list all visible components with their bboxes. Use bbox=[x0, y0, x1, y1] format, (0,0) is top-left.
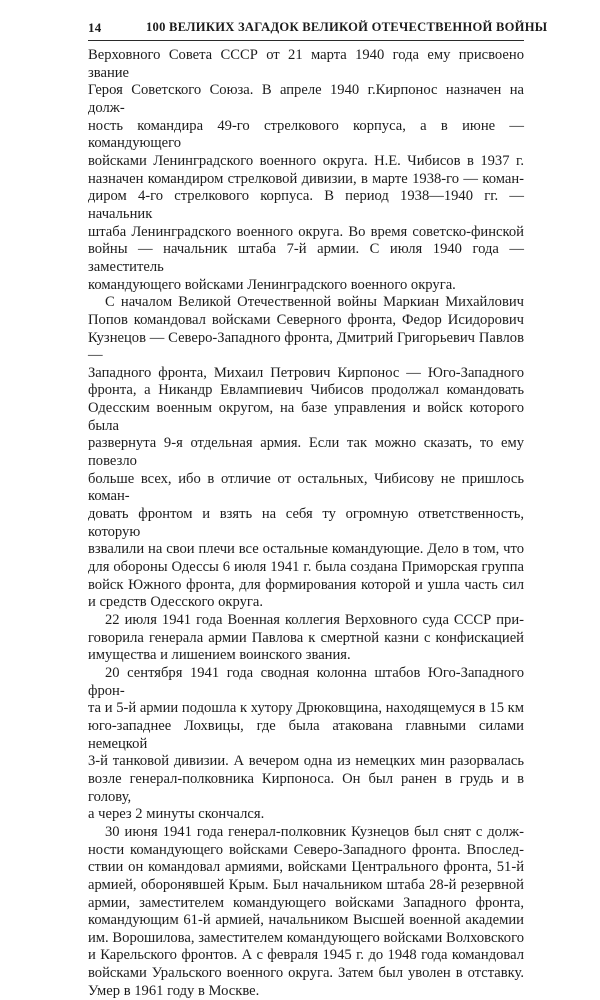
text-line: Западного фронта, Михаил Петрович Кирпонос — Юго-Западного bbox=[88, 364, 524, 381]
text-line: Попов командовал войсками Северного фронта, Федор Исидорович bbox=[88, 311, 524, 328]
text-line: взвалили на свои плечи все остальные командующие. Дело в том, что bbox=[88, 541, 524, 558]
text-line: больше всех, ибо в отличие от остальных, Чибисову не пришлось коман- bbox=[88, 470, 524, 505]
text-line: для обороны Одессы 6 июля 1941 г. была создана Приморская группа bbox=[88, 559, 524, 576]
text-line: 20 сентября 1941 года сводная колонна штабов Юго-Западного фрон- bbox=[88, 664, 524, 699]
text-line: им. Ворошилова, заместителем командующего войсками Волховского bbox=[88, 929, 524, 946]
text-line: войсками Ленинградского военного округа. Н.Е. Чибисов в 1937 г. bbox=[88, 152, 524, 169]
text-line: развернута 9-я отдельная армия. Если так можно сказать, то ему повезло bbox=[88, 435, 524, 470]
text-line: говорила генерала армии Павлова к смертной казни с конфискацией bbox=[88, 629, 524, 646]
text-line: Одесским военным округом, на базе управления и войск которого была bbox=[88, 400, 524, 434]
text-line: войсками Уральского военного округа. Затем был уволен в отставку. bbox=[88, 965, 524, 982]
text-line: С началом Великой Отечественной войны Маркиан Михайлович bbox=[105, 294, 524, 311]
text-line: войск Южного фронта, для формирования которой и ушла часть сил bbox=[88, 576, 524, 593]
text-line: ствии он командовал армиями, войсками Центрального фронта, 51-й bbox=[88, 859, 524, 876]
text-line: та и 5-й армии подошла к хутору Дрюковщина, находящемуся в 15 км bbox=[88, 700, 524, 717]
text-line: имущества и лишением воинского звания. bbox=[88, 647, 351, 664]
text-line: армией, оборонявшей Крым. Был начальником штаба 28-й резервной bbox=[88, 876, 524, 893]
text-line: возле генерал-полковника Кирпоноса. Он был ранен в грудь и в голову, bbox=[88, 770, 524, 805]
text-line: армии, заместителем командующего войсками Западного фронта, bbox=[88, 894, 524, 911]
text-line: штаба Ленинградского военного округа. Во время советско-финской bbox=[88, 223, 524, 240]
text-line: фронта, а Никандр Евлампиевич Чибисов продолжал командовать bbox=[88, 382, 524, 399]
body-text bbox=[88, 47, 524, 1000]
text-line: Кузнецов — Северо-Западного фронта, Дмитрий Григорьевич Павлов — bbox=[88, 329, 524, 364]
text-line: а через 2 минуты скончался. bbox=[88, 806, 265, 823]
text-line: довать фронтом и взять на себя ту огромную ответственность, которую bbox=[88, 506, 524, 540]
text-line: диром 4-го стрелкового корпуса. В период 1938—1940 гг. — начальник bbox=[88, 188, 524, 222]
text-line: 22 июля 1941 года Военная коллегия Верховного суда СССР при- bbox=[105, 612, 524, 628]
text-line: ность командира 49-го стрелкового корпуса, а в июне — командующего bbox=[88, 117, 524, 152]
text-line: Верховного Совета СССР от 21 марта 1940 года ему присвоено звание bbox=[88, 47, 524, 81]
page-number: 14 bbox=[88, 20, 102, 35]
text-line: Умер в 1961 году в Москве. bbox=[88, 982, 260, 999]
text-line: войны — начальник штаба 7-й армии. С июля 1940 года — заместитель bbox=[88, 241, 524, 275]
text-line: командующего войсками Ленинградского военного округа. bbox=[88, 276, 456, 293]
text-line: 30 июня 1941 года генерал-полковник Кузнецов был снят с долж- bbox=[105, 823, 524, 840]
text-line: юго-западнее Лохвицы, где была атакована главными силами немецкой bbox=[88, 717, 524, 752]
running-header bbox=[88, 16, 548, 41]
text-line: и Карельского фронтов. А с февраля 1945 г. до 1948 года командовал bbox=[88, 947, 524, 964]
text-line: и средств Одесского округа. bbox=[88, 594, 264, 611]
book-title: 100 ВЕЛИКИХ ЗАГАДОК ВЕЛИКОЙ ОТЕЧЕСТВЕННОЙ ВОЙНЫ bbox=[146, 20, 548, 34]
text-line: ности командующего войсками Северо-Западного фронта. Впослед- bbox=[88, 841, 524, 858]
text-line: назначен командиром стрелковой дивизии, в марте 1938-го — коман- bbox=[88, 170, 524, 187]
text-line: Героя Советского Союза. В апреле 1940 г.Кирпонос назначен на долж- bbox=[88, 82, 524, 116]
text-line: командующим 61-й армией, начальником Высшей военной академии bbox=[88, 912, 524, 929]
text-line: 3-й танковой дивизии. А вечером одна из немецких мин разорвалась bbox=[88, 753, 524, 770]
